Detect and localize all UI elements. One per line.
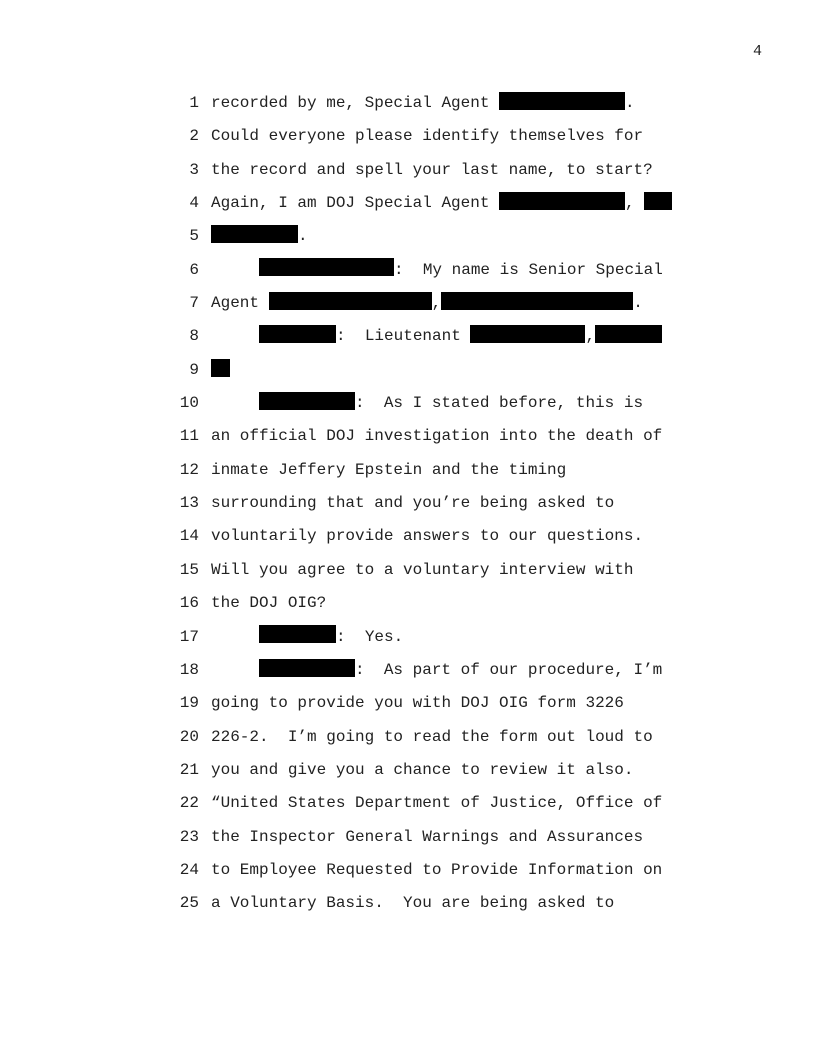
line-number: 14 (179, 527, 199, 546)
transcript-line (0, 87, 816, 120)
text-segment (211, 661, 259, 679)
transcript-line (0, 787, 816, 820)
text-segment: a Voluntary Basis. You are being asked to (211, 894, 615, 913)
transcript-line (0, 487, 816, 520)
line-text (211, 821, 643, 854)
text-segment: you and give you a chance to review it also. (211, 760, 634, 779)
redaction-box (259, 659, 355, 677)
transcript-line (0, 821, 816, 854)
transcript-line (0, 154, 816, 187)
line-text (211, 387, 643, 420)
line-text (211, 154, 653, 187)
transcript-line (0, 587, 816, 620)
text-segment: Again, I am DOJ Special Agent (211, 194, 500, 213)
line-text (211, 687, 624, 720)
text-segment: the DOJ OIG? (211, 594, 327, 613)
line-number: 9 (189, 360, 199, 379)
text-segment (211, 261, 259, 279)
text-segment (211, 628, 259, 646)
line-number: 2 (189, 127, 199, 146)
redaction-box (259, 625, 336, 643)
line-number: 24 (179, 860, 199, 879)
transcript-line (0, 754, 816, 787)
transcript-line (0, 287, 816, 320)
redaction-box (211, 359, 230, 377)
redaction-box (259, 325, 336, 343)
redaction-box (499, 192, 625, 210)
line-number: 16 (179, 594, 199, 613)
line-text (211, 187, 672, 220)
text-segment: voluntarily provide answers to our questions. (211, 527, 644, 546)
line-number: 15 (179, 560, 199, 579)
text-segment: . (298, 227, 308, 246)
line-number: 20 (179, 727, 199, 746)
line-number: 1 (189, 94, 199, 112)
line-text (211, 354, 230, 387)
transcript-line (0, 320, 816, 353)
line-number: 10 (179, 394, 199, 413)
redaction-box (470, 325, 585, 343)
line-text (211, 787, 662, 820)
line-text (211, 854, 662, 887)
text-segment: Could everyone please identify themselves for (211, 127, 644, 146)
text-segment: 226-2. I’m going to read the form out loud to (211, 727, 653, 746)
line-text (211, 554, 633, 587)
line-text (211, 454, 566, 487)
transcript-line (0, 387, 816, 420)
line-text (211, 621, 403, 654)
line-number: 19 (179, 694, 199, 713)
line-text (211, 520, 643, 553)
transcript-line (0, 687, 816, 720)
redaction-box (499, 92, 625, 110)
text-segment: . (633, 294, 643, 313)
text-segment: , (585, 327, 596, 346)
transcript-line (0, 254, 816, 287)
line-number: 13 (179, 494, 199, 513)
line-number: 11 (179, 427, 199, 446)
transcript-line (0, 420, 816, 453)
line-text (211, 487, 614, 520)
text-segment: an official DOJ investigation into the death of (211, 427, 663, 446)
line-text (211, 254, 663, 287)
transcript-line (0, 354, 816, 387)
text-segment: . (625, 94, 635, 112)
line-number: 22 (179, 794, 199, 813)
line-number: 12 (179, 460, 199, 479)
text-segment: to Employee Requested to Provide Information on (211, 860, 663, 879)
line-text (211, 320, 662, 353)
transcript-line (0, 454, 816, 487)
line-number: 25 (179, 894, 199, 913)
redaction-box (269, 292, 432, 310)
text-segment: the Inspector General Warnings and Assurances (211, 827, 644, 846)
line-number: 21 (179, 760, 199, 779)
text-segment: going to provide you with DOJ OIG form 3226 (211, 694, 624, 713)
line-number: 5 (189, 227, 199, 246)
line-text (211, 721, 653, 754)
line-text (211, 120, 643, 153)
line-text (211, 887, 614, 920)
text-segment: : My name is Senior Special (394, 260, 663, 279)
transcript-line (0, 887, 816, 920)
redaction-box (259, 258, 394, 276)
text-segment: : Yes. (336, 627, 404, 646)
redaction-box (259, 392, 355, 410)
text-segment (211, 327, 259, 345)
line-number: 3 (189, 160, 199, 179)
line-text (211, 754, 633, 787)
line-number: 7 (189, 294, 199, 313)
line-number: 4 (189, 194, 199, 213)
line-number: 8 (189, 327, 199, 346)
redaction-box (441, 292, 633, 310)
redaction-box (211, 225, 298, 243)
transcript-line (0, 621, 816, 654)
transcript-body (0, 87, 816, 921)
text-segment: “United States Department of Justice, Office of (211, 794, 663, 813)
text-segment: surrounding that and you’re being asked to (211, 494, 615, 513)
line-text (211, 287, 643, 320)
text-segment: , (431, 294, 442, 313)
line-text (211, 420, 662, 453)
text-segment: : Lieutenant (336, 327, 471, 346)
page-number: 4 (752, 43, 762, 60)
redaction-box (644, 192, 672, 210)
text-segment: recorded by me, Special Agent (211, 94, 500, 112)
transcript-line (0, 220, 816, 253)
line-number: 23 (179, 827, 199, 846)
line-number: 17 (179, 627, 199, 646)
text-segment: Agent (211, 294, 269, 313)
transcript-line (0, 187, 816, 220)
line-text (211, 87, 635, 120)
transcript-line (0, 654, 816, 687)
text-segment: inmate Jeffery Epstein and the timing (211, 460, 567, 479)
text-segment: : As part of our procedure, I’m (355, 660, 663, 679)
transcript-line (0, 854, 816, 887)
text-segment: : As I stated before, this is (355, 394, 644, 413)
redaction-box (595, 325, 662, 343)
text-segment (211, 394, 259, 412)
transcript-line (0, 520, 816, 553)
line-text (211, 587, 326, 620)
transcript-line (0, 120, 816, 153)
line-number: 6 (189, 260, 199, 279)
line-text (211, 220, 308, 253)
text-segment: the record and spell your last name, to start? (211, 160, 653, 179)
line-number: 18 (179, 660, 199, 679)
transcript-line (0, 554, 816, 587)
line-text (211, 654, 662, 687)
text-segment: Will you agree to a voluntary interview with (211, 560, 634, 579)
text-segment: , (625, 194, 645, 213)
transcript-line (0, 721, 816, 754)
